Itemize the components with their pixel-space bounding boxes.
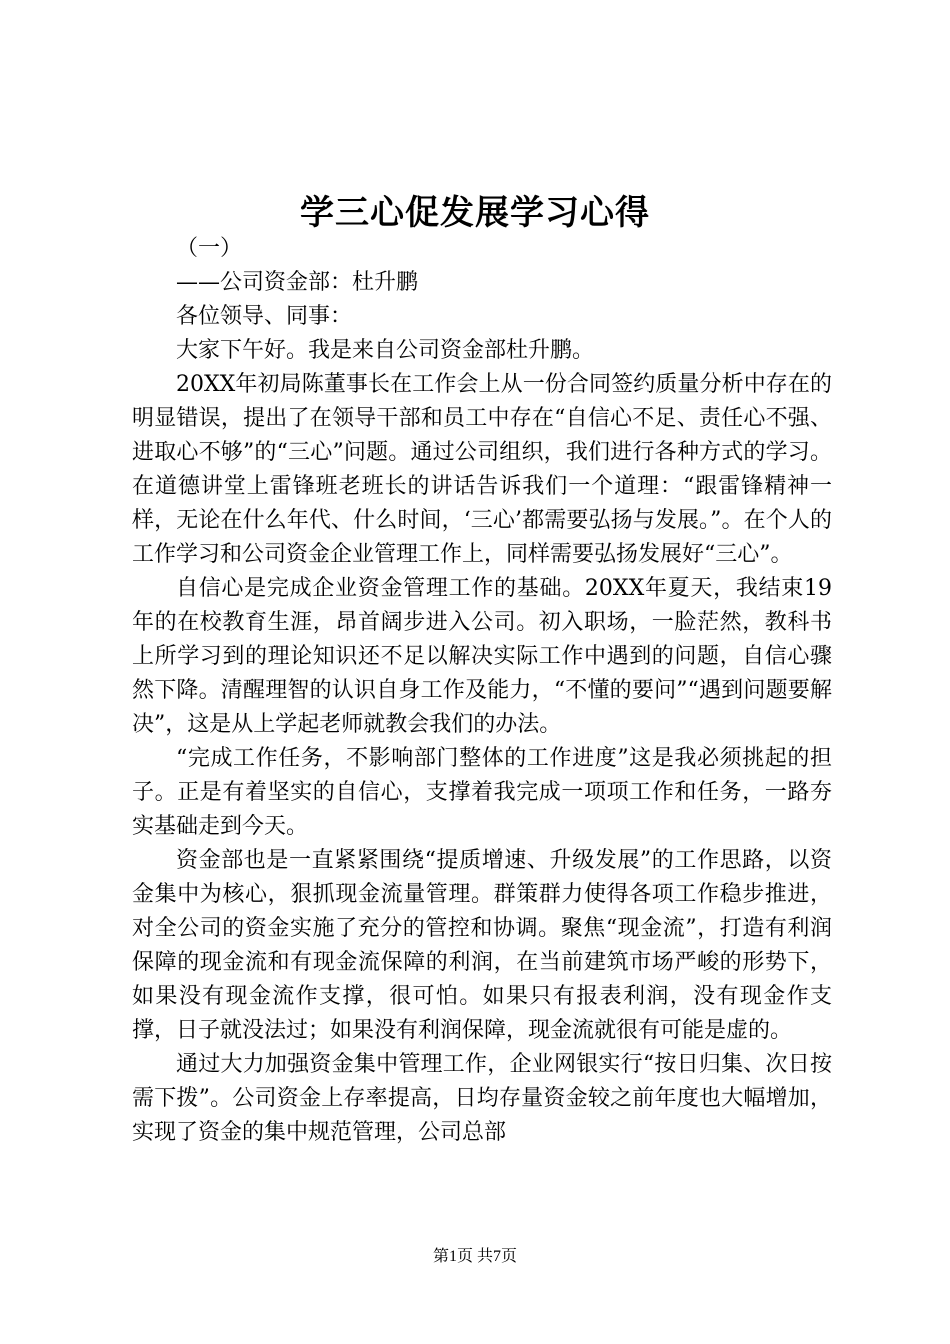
paragraph-body: “完成工作任务，不影响部门整体的工作进度”这是我必须挑起的担子。正是有着坚实的自信心，支撑着我完成一项项工作和任务，一路夯实基础走到今天。 (132, 746, 832, 839)
document-body (132, 232, 832, 1150)
paragraph-author: ——公司资金部：杜升鹏 (176, 270, 419, 295)
document-title: 学三心促发展学习心得 (300, 193, 650, 233)
paragraph-salutation: 各位领导、同事： (176, 304, 353, 329)
paragraph-body: 资金部也是一直紧紧围绕“提质增速、升级发展”的工作思路，以资金集中为核心，狠抓现金流量管理。群策群力使得各项工作稳步推进，对全公司的资金实施了充分的管控和协调。聚焦“现金流”，打造有利润保障的现金流和有现金流保障的利润，在当前建筑市场严峻的形势下，如果没有现金流作支撑，很可怕。如果只有报表利润，没有现金作支撑，日子就没法过；如果没有利润保障，现金流就很有可能是虚的。 (132, 848, 832, 1043)
paragraph-body: 通过大力加强资金集中管理工作，企业网银实行“按日归集、次日按需下拨”。公司资金上存率提高，日均存量资金较之前年度也大幅增加，实现了资金的集中规范管理，公司总部 (132, 1052, 832, 1145)
paragraph-greeting: 大家下午好。我是来自公司资金部杜升鹏。 (176, 338, 595, 363)
page-number-footer: 第1页 共7页 (432, 1248, 517, 1265)
paragraph-body: 自信心是完成企业资金管理工作的基础。20XX年夏天，我结束19年的在校教育生涯，昂首阔步进入公司。初入职场，一脸茫然，教科书上所学习到的理论知识还不足以解决实际工作中遇到的问题，自信心骤然下降。清醒理智的认识自身工作及能力，“不懂的要问”“遇到问题要解决”，这是从上学起老师就教会我们的办法。 (132, 576, 832, 737)
paragraph-body: 20XX年初局陈董事长在工作会上从一份合同签约质量分析中存在的明显错误，提出了在领导干部和员工中存在“自信心不足、责任心不强、进取心不够”的“三心”问题。通过公司组织，我们进行各种方式的学习。在道德讲堂上雷锋班老班长的讲话告诉我们一个道理：“跟雷锋精神一样，无论在什么年代、什么时间，‘三心’都需要弘扬与发展。”。在个人的工作学习和公司资金企业管理工作上，同样需要弘扬发展好“三心”。 (132, 372, 832, 567)
paragraph-section-number: （一） (176, 236, 243, 261)
